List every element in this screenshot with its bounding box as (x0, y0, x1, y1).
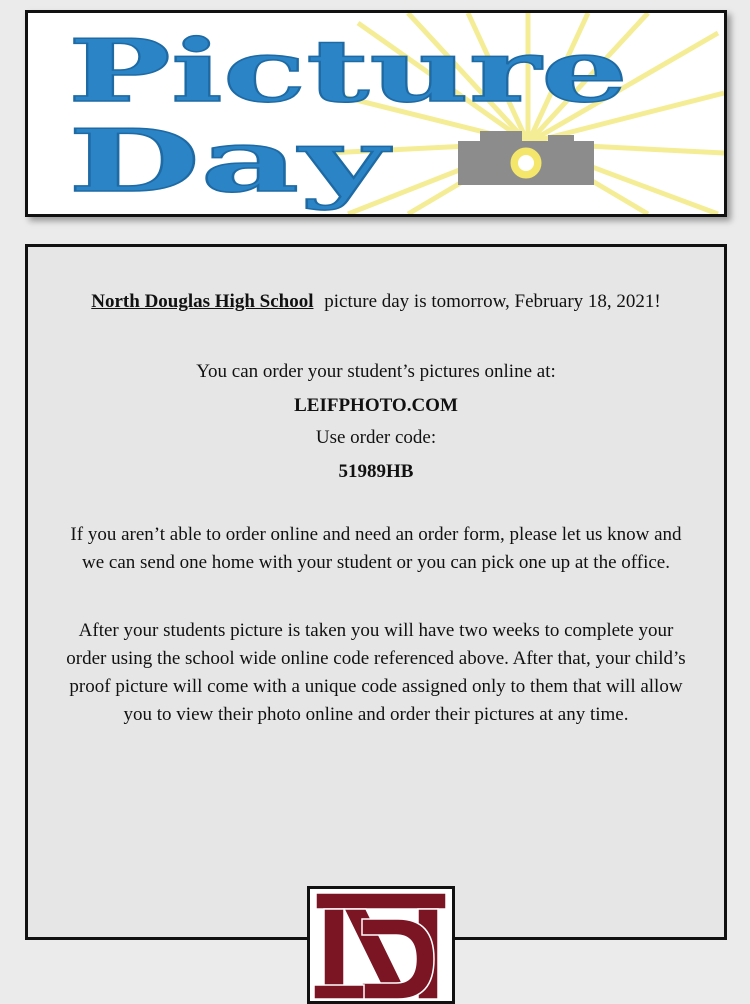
order-code: 51989HB (338, 461, 414, 482)
after-picture-line-2: order using the school wide online code referenced above. After that, your child’s (66, 648, 686, 669)
school-name: North Douglas High School (91, 291, 314, 312)
after-picture-line-3: proof picture will come with a unique code assigned only to them that will allow (69, 676, 683, 697)
banner-title-line1: Picture (68, 21, 628, 122)
picture-day-banner (25, 10, 727, 217)
order-form-paragraph (34, 521, 718, 577)
announcement-line (28, 289, 724, 315)
order-form-line-2: we can send one home with your student or you can pick one up at the office. (82, 552, 670, 573)
order-form-line-1: If you aren’t able to order online and need an order form, please let us know and (70, 524, 682, 545)
order-website: LEIFPHOTO.COM (294, 395, 458, 416)
picture-day-notice (25, 244, 727, 940)
school-logo (307, 886, 455, 1004)
banner-graphic (28, 13, 724, 214)
order-online-intro: You can order your student’s pictures online at: (196, 361, 556, 382)
after-picture-line-1: After your students picture is taken you will have two weeks to complete your (78, 620, 674, 641)
nd-monogram-logo (310, 889, 452, 1001)
announcement-text: picture day is tomorrow, February 18, 2021! (324, 291, 661, 312)
banner-title-line2: Day (68, 111, 394, 212)
after-picture-paragraph (34, 617, 718, 729)
order-code-label: Use order code: (315, 427, 437, 448)
after-picture-line-4: you to view their photo online and order their pictures at any time. (123, 704, 629, 725)
